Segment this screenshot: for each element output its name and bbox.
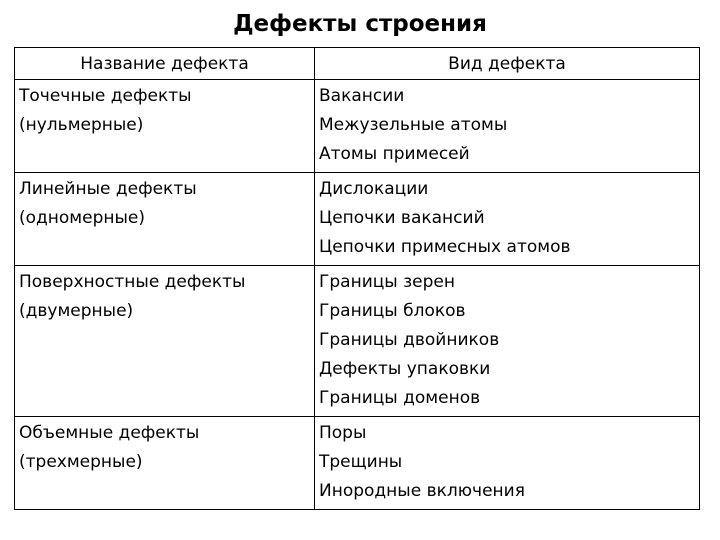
defect-kind-cell [315,173,700,266]
defect-dimension-line: (одномерные) [19,208,146,228]
defect-kind-cell [315,417,700,510]
defect-dimension-line: (нульмерные) [19,115,144,135]
defect-kind-item: Цепочки вакансий [319,208,485,228]
defect-dimension-line: (двумерные) [19,301,134,321]
defect-kind-item: Границы доменов [319,388,481,408]
defect-kind-item: Дефекты упаковки [319,359,491,379]
defect-kind-item: Границы двойников [319,330,500,350]
table-row [15,173,700,266]
defect-kind-cell [315,266,700,417]
defect-kind-item: Цепочки примесных атомов [319,237,571,257]
column-header-defect-name: Название дефекта [15,48,315,80]
defect-name-line: Точечные дефекты [19,86,192,106]
defect-kind-item: Поры [319,423,367,443]
defect-name-cell [15,266,315,417]
table-header-row [15,48,700,80]
table-row [15,266,700,417]
page-title: Дефекты строения [233,11,487,37]
defect-kind-item: Межузельные атомы [319,115,508,135]
defect-kind-item: Вакансии [319,86,405,106]
table-row [15,417,700,510]
defect-kind-item: Границы блоков [319,301,466,321]
defect-name-line: Объемные дефекты [19,423,200,443]
defect-name-line: Поверхностные дефекты [19,272,246,292]
column-header-defect-kind: Вид дефекта [315,48,700,80]
defect-kind-item: Инородные включения [319,481,525,501]
defect-kind-item: Дислокации [319,179,429,199]
defect-kind-item: Атомы примесей [319,144,470,164]
defect-dimension-line: (трехмерные) [19,452,143,472]
defect-name-line: Линейные дефекты [19,179,197,199]
defect-name-cell [15,80,315,173]
defects-table [14,47,700,510]
defect-kind-item: Границы зерен [319,272,455,292]
defect-name-cell [15,417,315,510]
defect-name-cell [15,173,315,266]
defect-kind-cell [315,80,700,173]
defect-kind-item: Трещины [319,452,403,472]
table-row [15,80,700,173]
